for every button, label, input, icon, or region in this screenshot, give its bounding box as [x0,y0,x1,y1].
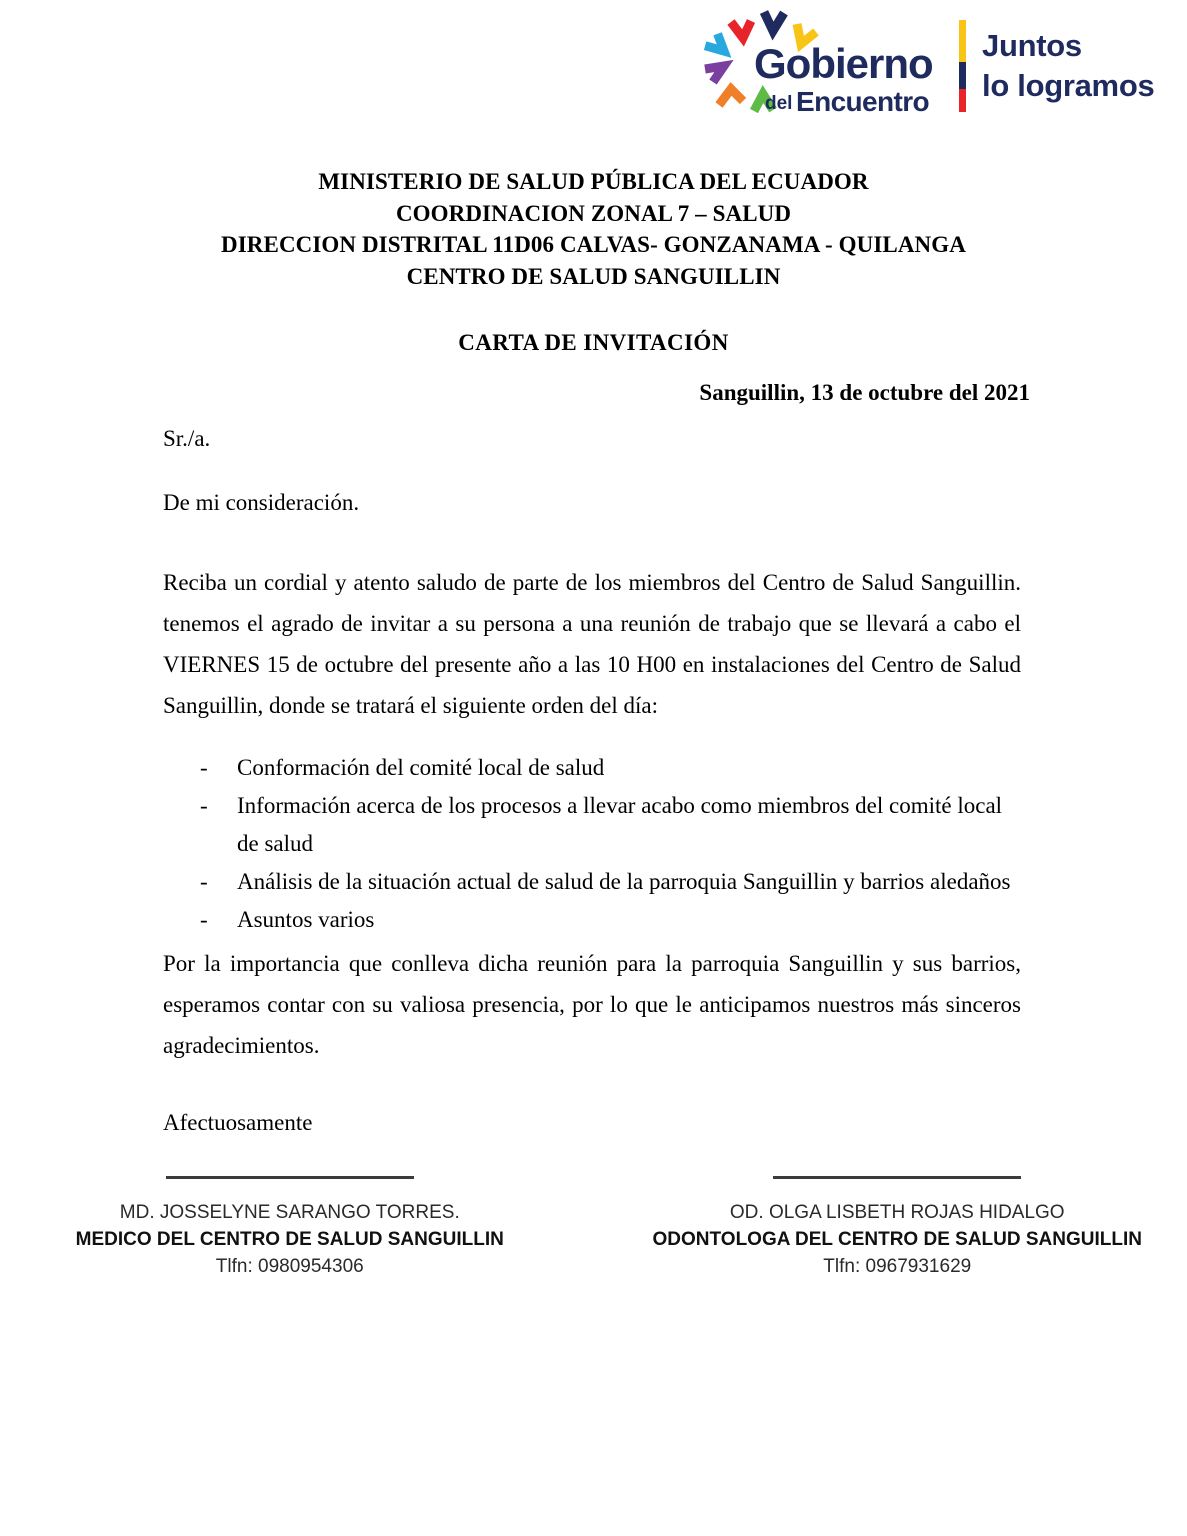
agenda-item-text: Análisis de la situación actual de salud de la parroquia Sanguillin y barrios aledaños [237,869,1011,894]
slogan-line-2: lo logramos [982,67,1155,103]
flag-stripe-yellow [959,20,966,62]
signature-line [773,1176,1021,1179]
chevron-navy [764,12,784,31]
agenda-item-text: Conformación del comité local de salud [237,755,605,780]
chevron-cyan [704,33,724,53]
institution-header [0,166,1187,292]
gobierno-del-encuentro-logomark [697,8,947,120]
signature-name: MD. JOSSELYNE SARANGO TORRES. [119,1202,460,1223]
agenda-item-text: Asuntos varios [237,907,375,932]
list-item [163,749,1021,787]
paragraph-intro: Reciba un cordial y atento saludo de parte de los miembros del Centro de Salud Sanguillin. tenemos el agrado de invitar a su persona a una reunión de trabajo que se llevará a cabo el VIERNES 15 de octubre del presente año a las 10 H00 en instalaciones del Centro de Salud Sanguillin, donde se tratará el siguiente orden del día: [163,570,1021,718]
header-line-zone: COORDINACION ZONAL 7 – SALUD [395,200,792,226]
logo-wordmark-encuentro: Encuentro [796,86,930,117]
signoff-text: Afectuosamente [163,1110,313,1135]
signature-left [0,1176,594,1280]
signature-name: OD. OLGA LISBETH ROJAS HIDALGO [729,1202,1065,1223]
list-item [163,863,1021,901]
paragraph-closing: Por la importancia que conlleva dicha reunión para la parroquia Sanguillin y sus barrios, esperamos contar con su valiosa presencia, por lo que le anticipamos nuestros más sinceros agradecimientos. [163,951,1021,1058]
signature-role: MEDICO DEL CENTRO DE SALUD SANGUILLIN [75,1229,504,1250]
signature-right [594,1176,1187,1280]
header-line-center: CENTRO DE SALUD SANGUILLIN [406,263,781,289]
salutation-greeting: De mi consideración. [163,490,360,515]
logo-slogan [982,26,1154,105]
slogan-line-1: Juntos [982,28,1082,63]
bullet-dash-icon: - [200,907,208,932]
signature-role: ODONTOLOGA DEL CENTRO DE SALUD SANGUILLIN [652,1229,1142,1250]
agenda-item-text: Información acerca de los procesos a llevar acabo como miembros del comité local de salud [237,793,1003,856]
flag-stripe-red [959,89,966,112]
list-item [163,901,1021,939]
header-line-ministry: MINISTERIO DE SALUD PÚBLICA DEL ECUADOR [318,169,869,194]
letter-body [163,424,1021,1138]
government-logo [697,8,1157,120]
header-line-district: DIRECCION DISTRITAL 11D06 CALVAS- GONZANAMA - QUILANGA [221,232,966,257]
signature-line [166,1176,414,1179]
signature-block [0,1176,1187,1280]
ecuador-flag-divider [959,20,966,112]
bullet-dash-icon: - [200,793,208,818]
agenda-list [163,749,1021,939]
flag-stripe-blue [959,62,966,89]
chevron-purple [705,66,724,82]
logo-wordmark-gobierno: Gobierno [754,40,933,87]
bullet-dash-icon: - [200,869,208,894]
signature-phone: Tlfn: 0967931629 [823,1256,972,1277]
chevron-red [731,21,751,38]
logo-wordmark-del: del [765,93,793,114]
document-date: Sanguillin, 13 de octubre del 2021 [699,380,1030,405]
signature-phone: Tlfn: 0980954306 [215,1256,364,1277]
list-item [163,787,1021,863]
document-title: CARTA DE INVITACIÓN [458,330,729,355]
salutation-recipient: Sr./a. [163,426,211,451]
chevron-orange [719,89,743,105]
bullet-dash-icon: - [200,755,208,780]
